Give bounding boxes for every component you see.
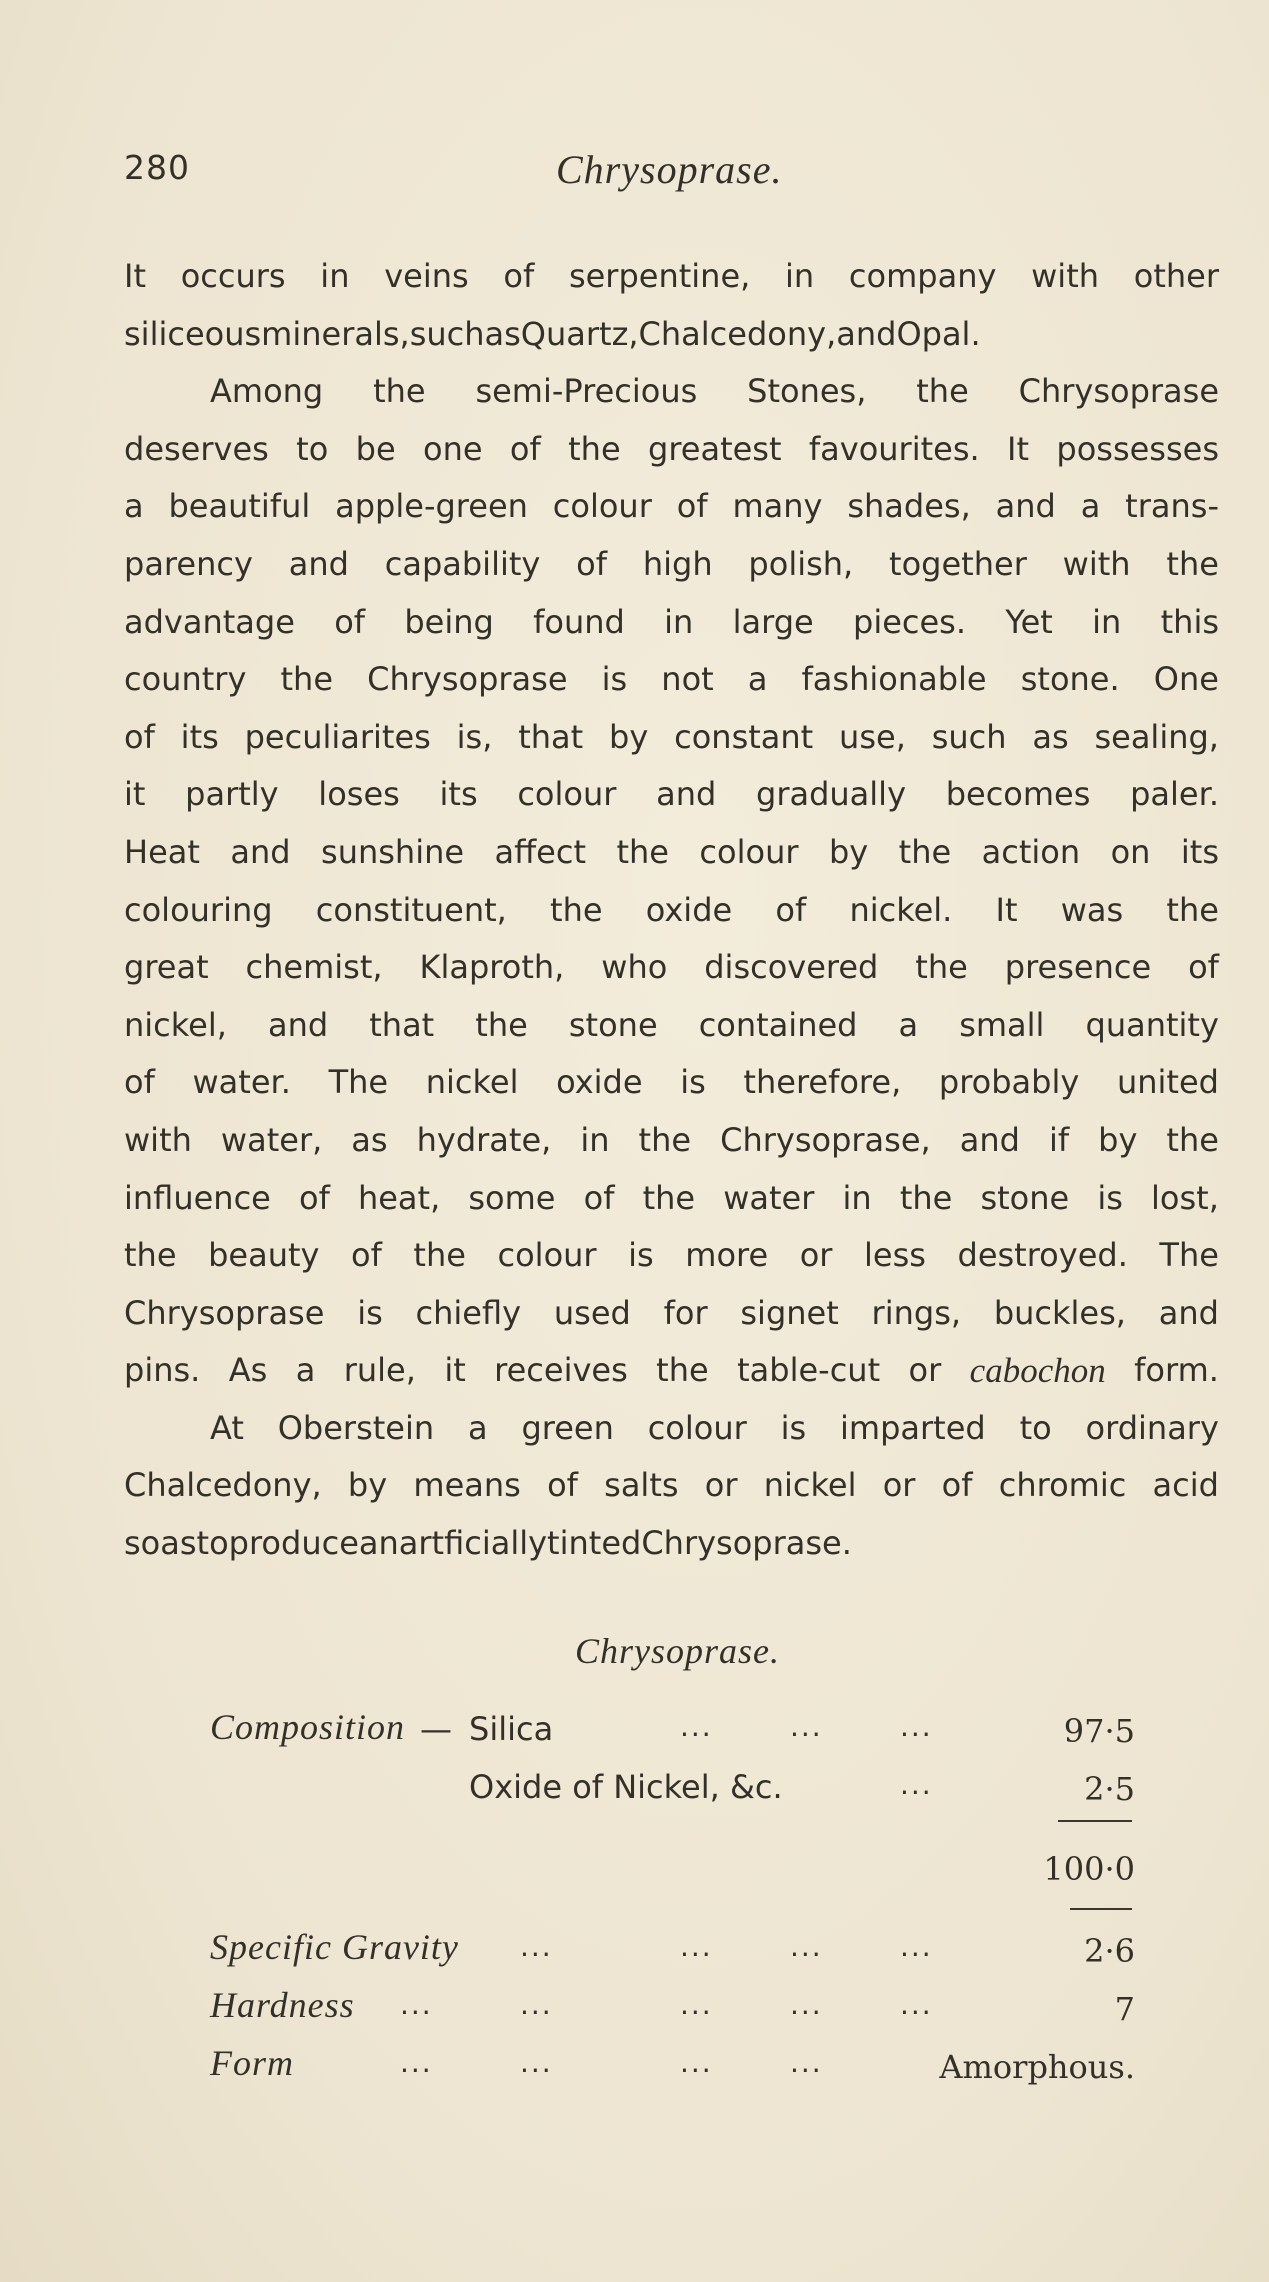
word: imparted — [840, 1408, 986, 1447]
leader-dots: ... — [680, 1710, 713, 1743]
word: nickel. — [849, 890, 953, 929]
table-title: Chrysoprase. — [575, 1631, 781, 1671]
composition-total-value: 100·0 — [1043, 1850, 1135, 1888]
word: Chrysoprase, — [720, 1120, 931, 1159]
leader-dots: ... — [520, 1930, 553, 1963]
word: receives — [494, 1351, 628, 1390]
word: green — [521, 1408, 614, 1447]
word: Yet — [1005, 602, 1053, 641]
word: an — [358, 1524, 399, 1563]
word: pins. — [124, 1351, 201, 1390]
text-line — [124, 1054, 1219, 1112]
word: used — [553, 1293, 631, 1332]
leader-dots: ... — [680, 1930, 713, 1963]
word: signet — [740, 1293, 839, 1332]
word: stone — [980, 1178, 1070, 1217]
word: water — [723, 1178, 815, 1217]
word: of — [124, 1063, 155, 1102]
word: serpentine, — [568, 257, 751, 295]
text-line — [124, 824, 1219, 882]
word: water, — [220, 1120, 323, 1159]
word: not — [661, 660, 714, 699]
word: oxide — [556, 1063, 643, 1102]
word: and — [836, 314, 897, 353]
word: contained — [698, 1005, 858, 1044]
word: it — [124, 775, 146, 814]
word: destroyed. — [957, 1236, 1128, 1275]
word: of — [547, 1466, 578, 1505]
property-value: 2·6 — [1084, 1932, 1135, 1970]
word: of — [124, 717, 155, 756]
property-label: Specific Gravity — [210, 1927, 459, 1967]
word: It — [124, 257, 146, 295]
word: trans- — [1125, 487, 1219, 526]
leader-dots: ... — [790, 1988, 823, 2021]
leader-dots: ... — [790, 2046, 823, 2079]
word: who — [601, 948, 668, 987]
word: Heat — [124, 832, 200, 871]
word: many — [732, 487, 823, 526]
word: veins — [384, 257, 469, 295]
word: large — [732, 602, 814, 641]
word: paler. — [1130, 775, 1219, 814]
text-line — [124, 306, 1219, 364]
word: buckles, — [993, 1293, 1126, 1332]
word: one — [423, 429, 483, 468]
word: of — [351, 1236, 382, 1275]
word: is — [1097, 1178, 1123, 1217]
word: by — [828, 832, 869, 871]
word: hydrate, — [416, 1120, 552, 1159]
word: rule, — [343, 1351, 416, 1390]
word: peculiarites — [244, 717, 431, 756]
word: becomes — [945, 775, 1091, 814]
word: is — [780, 1408, 807, 1447]
word: affect — [494, 832, 586, 871]
word: united — [1116, 1063, 1219, 1102]
page-header — [124, 148, 1124, 198]
word: stone. — [1020, 660, 1120, 699]
word: beauty — [208, 1236, 320, 1275]
word: found — [533, 602, 625, 641]
word: so — [124, 1524, 161, 1563]
word: by — [347, 1466, 388, 1505]
word: pieces. — [853, 602, 967, 641]
word: Chrysoprase — [367, 660, 568, 699]
properties-table — [0, 1620, 1269, 2140]
word: in — [580, 1120, 610, 1159]
text-line — [124, 594, 1219, 652]
text-line — [124, 939, 1219, 997]
text-line — [124, 536, 1219, 594]
composition-dash: — — [420, 1710, 452, 1748]
word: was — [1060, 890, 1124, 929]
leader-dots: ... — [900, 1930, 933, 1963]
word: as — [1032, 717, 1069, 756]
word: some — [468, 1178, 556, 1217]
word: colour — [517, 775, 617, 814]
word: table-cut — [737, 1351, 881, 1390]
word: ordinary — [1085, 1408, 1219, 1447]
word: or — [882, 1466, 916, 1505]
leader-dots: ... — [900, 1988, 933, 2021]
word: colour — [699, 832, 799, 871]
leader-dots: ... — [680, 1988, 713, 2021]
word: if — [1048, 1120, 1070, 1159]
word: a — [467, 1408, 488, 1447]
running-head: Chrysoprase. — [556, 147, 783, 192]
word: acid — [1152, 1466, 1219, 1505]
word: of — [1188, 948, 1219, 987]
text-line — [124, 997, 1219, 1055]
word: of — [509, 429, 541, 468]
composition-row-nickel — [0, 1768, 1269, 1814]
word: quantity — [1085, 1005, 1219, 1044]
word: favourites. — [808, 429, 980, 468]
word: that — [518, 717, 584, 756]
word: is — [680, 1063, 706, 1102]
word: is — [628, 1236, 654, 1275]
word: shades, — [847, 487, 971, 526]
composition-label: Composition — [210, 1707, 406, 1747]
word: Chalcedony, — [638, 314, 837, 353]
word: nickel — [763, 1466, 857, 1505]
word: in — [842, 1178, 872, 1217]
word: by — [1098, 1120, 1138, 1159]
word: for — [663, 1293, 708, 1332]
word: of — [334, 602, 366, 641]
word: being — [404, 602, 494, 641]
text-line — [124, 1400, 1219, 1458]
property-value: 7 — [1114, 1990, 1135, 2028]
word: oxide — [645, 890, 733, 929]
text-line — [124, 478, 1219, 536]
word: means — [413, 1466, 521, 1505]
word: company — [848, 257, 997, 295]
word: or — [908, 1351, 942, 1390]
word: a — [747, 660, 768, 699]
word: form. — [1134, 1351, 1219, 1390]
word: and — [995, 487, 1056, 526]
word: the — [1166, 890, 1219, 929]
composition-item-label: Oxide of Nickel, &c. — [469, 1768, 783, 1806]
word: loses — [318, 775, 400, 814]
leader-dots: ... — [790, 1930, 823, 1963]
word: sunshine — [321, 832, 465, 871]
text-line — [124, 651, 1219, 709]
word: nickel — [425, 1063, 519, 1102]
property-label: Hardness — [210, 1985, 355, 2025]
word: the — [916, 372, 969, 411]
word: lost, — [1151, 1178, 1219, 1217]
word: the — [616, 832, 669, 871]
word: to — [196, 1524, 229, 1563]
word: produce — [228, 1524, 359, 1563]
word: and — [288, 544, 349, 583]
word: Quartz, — [520, 314, 639, 353]
total-rule — [1070, 1908, 1132, 1910]
word: rings, — [871, 1293, 962, 1332]
body-text — [124, 248, 1219, 1573]
word: Stones, — [747, 372, 867, 411]
word: As — [228, 1351, 268, 1390]
leader-dots: ... — [900, 1768, 933, 1801]
word: it — [444, 1351, 466, 1390]
word: Klaproth, — [419, 948, 565, 987]
text-line — [124, 709, 1219, 767]
word: use, — [839, 717, 906, 756]
word: and — [1158, 1293, 1219, 1332]
word: capability — [384, 544, 541, 583]
text-line — [124, 363, 1219, 421]
word: its — [1180, 832, 1219, 871]
word: in — [664, 602, 694, 641]
word: colouring — [124, 890, 273, 929]
word: of — [503, 257, 535, 295]
word: cabochon — [969, 1351, 1106, 1391]
word: The — [1159, 1236, 1219, 1275]
word: less — [864, 1236, 926, 1275]
composition-item-value: 97·5 — [1063, 1712, 1135, 1750]
property-row-specific-gravity — [0, 1927, 1269, 1976]
word: the — [475, 1005, 528, 1044]
word: siliceous — [124, 314, 262, 353]
word: is, — [456, 717, 493, 756]
word: Among — [210, 372, 324, 411]
word: or — [799, 1236, 833, 1275]
word: colour — [647, 1408, 747, 1447]
text-line — [124, 1342, 1219, 1400]
word: this — [1160, 602, 1219, 641]
word: possesses — [1056, 429, 1219, 468]
word: chiefly — [415, 1293, 522, 1332]
word: of — [941, 1466, 973, 1505]
word: water. — [192, 1063, 291, 1102]
word: small — [959, 1005, 1045, 1044]
word: and — [267, 1005, 329, 1044]
word: that — [369, 1005, 435, 1044]
composition-item-value: 2·5 — [1084, 1770, 1135, 1808]
word: its — [439, 775, 478, 814]
word: of — [583, 1178, 615, 1217]
word: the — [638, 1120, 692, 1159]
word: Chalcedony, — [124, 1466, 322, 1505]
text-line — [124, 766, 1219, 824]
text-line — [124, 421, 1219, 479]
word: Opal. — [896, 314, 981, 353]
sum-rule — [1058, 1820, 1132, 1822]
word: with — [124, 1120, 192, 1159]
word: Chrysoprase — [124, 1293, 325, 1332]
word: the — [899, 1178, 953, 1217]
word: advantage — [124, 602, 295, 641]
word: tinted — [547, 1524, 642, 1563]
word: therefore, — [743, 1063, 902, 1102]
word: presence — [1004, 948, 1152, 987]
leader-dots: ... — [520, 1988, 553, 2021]
word: constituent, — [315, 890, 507, 929]
word: colour — [497, 1236, 597, 1275]
text-line — [124, 1285, 1219, 1343]
word: together — [889, 544, 1027, 583]
word: on — [1110, 832, 1151, 871]
word: It — [995, 890, 1018, 929]
word: nickel, — [124, 1005, 227, 1044]
text-line — [124, 1170, 1219, 1228]
leader-dots: ... — [680, 2046, 713, 2079]
word: as — [160, 1524, 197, 1563]
word: deserves — [124, 429, 269, 468]
word: action — [981, 832, 1081, 871]
word: the — [1166, 1120, 1219, 1159]
word: the — [280, 660, 333, 699]
leader-dots: ... — [520, 2046, 553, 2079]
word: semi-Precious — [475, 372, 698, 411]
word: to — [1019, 1408, 1052, 1447]
word: Chrysoprase. — [641, 1524, 852, 1563]
word: artficially — [398, 1524, 548, 1563]
text-line — [124, 1515, 1219, 1573]
word: a — [124, 487, 144, 526]
word: minerals, — [261, 314, 410, 353]
word: and — [656, 775, 717, 814]
word: beautiful — [168, 487, 311, 526]
word: At — [210, 1408, 244, 1447]
word: salts — [604, 1466, 679, 1505]
leader-dots: ... — [790, 1710, 823, 1743]
word: the — [1166, 544, 1219, 583]
word: sealing, — [1094, 717, 1219, 756]
word: as — [351, 1120, 388, 1159]
word: and — [230, 832, 291, 871]
property-label: Form — [210, 2043, 294, 2083]
word: is — [601, 660, 628, 699]
word: chemist, — [245, 948, 383, 987]
word: chromic — [998, 1466, 1127, 1505]
text-line — [124, 1112, 1219, 1170]
leader-dots: ... — [400, 2046, 433, 2079]
text-line — [124, 248, 1219, 306]
word: partly — [185, 775, 279, 814]
word: a — [1080, 487, 1101, 526]
word: the — [568, 429, 621, 468]
word: of — [775, 890, 807, 929]
property-row-form — [0, 2043, 1269, 2092]
text-line — [124, 1457, 1219, 1515]
word: of — [576, 544, 607, 583]
word: The — [328, 1063, 389, 1102]
word: more — [685, 1236, 769, 1275]
word: the — [550, 890, 603, 929]
word: is — [357, 1293, 383, 1332]
word: greatest — [648, 429, 782, 468]
word: or — [704, 1466, 738, 1505]
word: the — [642, 1178, 696, 1217]
word: polish, — [748, 544, 854, 583]
word: probably — [938, 1063, 1080, 1102]
word: parency — [124, 544, 253, 583]
word: gradually — [756, 775, 906, 814]
word: by — [609, 717, 649, 756]
word: in — [785, 257, 815, 295]
text-line — [124, 882, 1219, 940]
word: high — [642, 544, 713, 583]
word: the — [898, 832, 952, 871]
word: Oberstein — [277, 1408, 435, 1447]
word: of — [676, 487, 708, 526]
composition-item-label: Silica — [469, 1710, 554, 1748]
word: influence — [124, 1178, 271, 1217]
word: such — [409, 314, 485, 353]
word: to — [296, 429, 329, 468]
word: country — [124, 660, 247, 699]
word: be — [355, 429, 396, 468]
word: Chrysoprase — [1018, 372, 1219, 411]
word: colour — [552, 487, 652, 526]
word: It — [1007, 429, 1030, 468]
composition-total-row — [0, 1848, 1269, 1894]
page-number: 280 — [124, 148, 190, 187]
word: discovered — [704, 948, 879, 987]
leader-dots: ... — [900, 1710, 933, 1743]
word: occurs — [180, 257, 286, 295]
word: a — [295, 1351, 316, 1390]
word: stone — [568, 1005, 658, 1044]
composition-row-silica — [0, 1707, 1269, 1756]
word: heat, — [357, 1178, 441, 1217]
word: One — [1153, 660, 1219, 699]
word: great — [124, 948, 209, 987]
word: in — [320, 257, 350, 295]
word: the — [656, 1351, 709, 1390]
word: the — [373, 372, 426, 411]
word: the — [413, 1236, 466, 1275]
word: a — [898, 1005, 919, 1044]
word: the — [124, 1236, 177, 1275]
leader-dots: ... — [400, 1988, 433, 2021]
word: constant — [674, 717, 814, 756]
property-row-hardness — [0, 1985, 1269, 2034]
word: other — [1133, 257, 1219, 295]
word: with — [1062, 544, 1131, 583]
word: of — [298, 1178, 330, 1217]
word: in — [1092, 602, 1122, 641]
word: its — [180, 717, 219, 756]
word: such — [931, 717, 1007, 756]
word: and — [959, 1120, 1020, 1159]
word: with — [1031, 257, 1100, 295]
word: the — [915, 948, 968, 987]
word: as — [484, 314, 521, 353]
text-line — [124, 1227, 1219, 1285]
word: apple-green — [335, 487, 528, 526]
property-value: Amorphous. — [939, 2048, 1135, 2086]
word: fashionable — [801, 660, 987, 699]
